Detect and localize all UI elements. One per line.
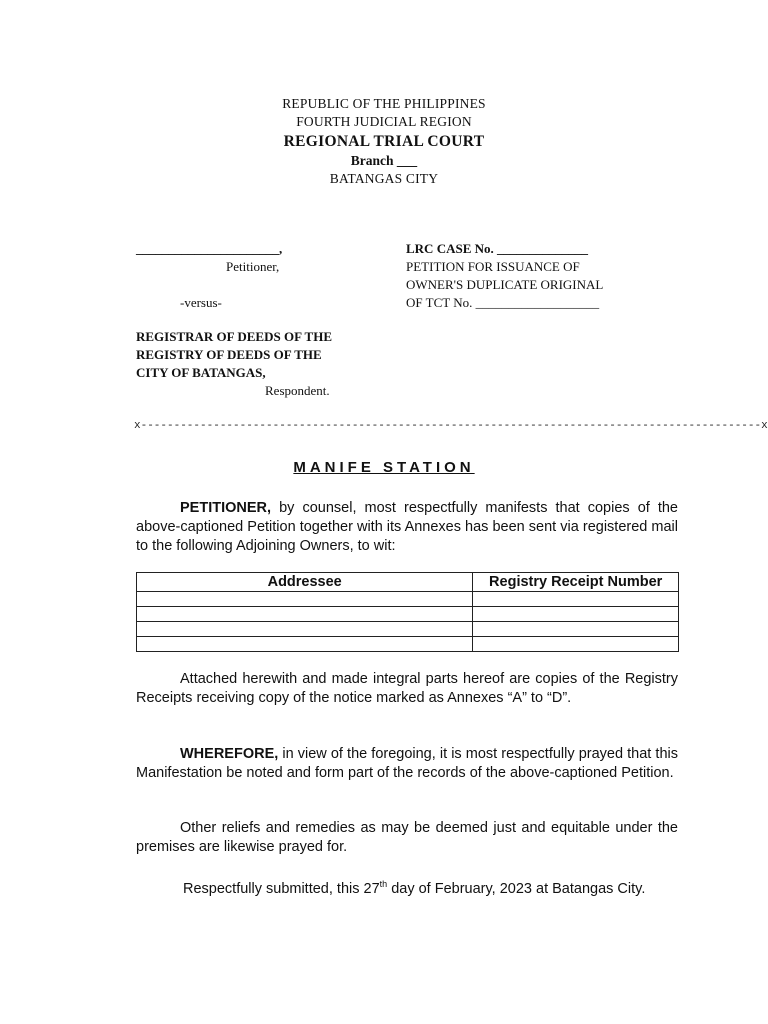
receipt-cell xyxy=(473,622,679,637)
table-row xyxy=(137,592,679,607)
other-reliefs-paragraph xyxy=(136,819,678,857)
intro-lead: PETITIONER, xyxy=(180,500,272,516)
day-suffix: th xyxy=(379,879,388,889)
table-row xyxy=(137,607,679,622)
republic-line: REPUBLIC OF THE PHILIPPINES xyxy=(282,96,486,111)
addressee-cell xyxy=(137,592,473,607)
table-header-row xyxy=(137,573,679,592)
addressee-cell xyxy=(137,637,473,652)
judicial-region-line: FOURTH JUDICIAL REGION xyxy=(296,114,472,129)
petition-line-3: OF TCT No. ___________________ xyxy=(406,295,600,310)
petition-line-1: PETITION FOR ISSUANCE OF xyxy=(406,259,580,274)
court-name: REGIONAL TRIAL COURT xyxy=(283,133,485,150)
table-row xyxy=(137,622,679,637)
addressee-cell xyxy=(137,622,473,637)
intro-paragraph xyxy=(136,499,678,556)
city-line: BATANGAS CITY xyxy=(329,171,439,186)
submitted-after: day of February, 2023 at Batangas City. xyxy=(387,880,646,897)
submitted-before: Respectfully submitted, this 27 xyxy=(183,880,380,897)
attached-text: Attached herewith and made integral parts hereof are copies of the Registry Receipts receiving copy of the notice marked as Annexes “A” to “D”. xyxy=(136,671,678,706)
respondent-line-1: REGISTRAR OF DEEDS OF THE xyxy=(136,329,333,344)
branch-line: Branch ___ xyxy=(350,153,418,168)
wherefore-paragraph xyxy=(136,745,678,783)
wherefore-lead: WHEREFORE, xyxy=(180,746,279,762)
table-row xyxy=(137,637,679,652)
respondent-label: Respondent. xyxy=(265,383,330,398)
document-title: MANIFE STATION xyxy=(293,459,475,476)
attached-paragraph xyxy=(136,670,678,708)
respondent-line-3: CITY OF BATANGAS, xyxy=(136,365,266,380)
wherefore-text: in view of the foregoing, it is most respectfully prayed that this Manifestation be noted and form part of the records of the above-captioned Petition. xyxy=(136,746,678,781)
case-number: LRC CASE No. ______________ xyxy=(406,241,589,256)
submitted-paragraph xyxy=(136,875,678,899)
versus-label: -versus- xyxy=(180,295,222,310)
petitioner-label: Petitioner, xyxy=(226,259,280,274)
respondent-line-2: REGISTRY OF DEEDS OF THE xyxy=(136,347,322,362)
receipt-cell xyxy=(473,637,679,652)
receipt-cell xyxy=(473,592,679,607)
addressee-header: Addressee xyxy=(137,573,473,592)
addressee-table xyxy=(136,572,679,652)
petition-line-2: OWNER'S DUPLICATE ORIGINAL xyxy=(406,277,604,292)
intro-text: by counsel, most respectfully manifests that copies of the above-captioned Petition together with its Annexes has been sent via registered mail to the following Adjoining Owners, to wit: xyxy=(136,500,678,554)
registry-receipt-header: Registry Receipt Number xyxy=(473,573,679,592)
caption-separator: x----------------------------------------------------------------------------------------------x xyxy=(134,420,768,432)
court-header xyxy=(0,95,768,188)
addressee-cell xyxy=(137,607,473,622)
petitioner-blank: ______________________, xyxy=(136,241,283,256)
receipt-cell xyxy=(473,607,679,622)
other-reliefs-text: Other reliefs and remedies as may be deemed just and equitable under the premises are likewise prayed for. xyxy=(136,820,678,855)
